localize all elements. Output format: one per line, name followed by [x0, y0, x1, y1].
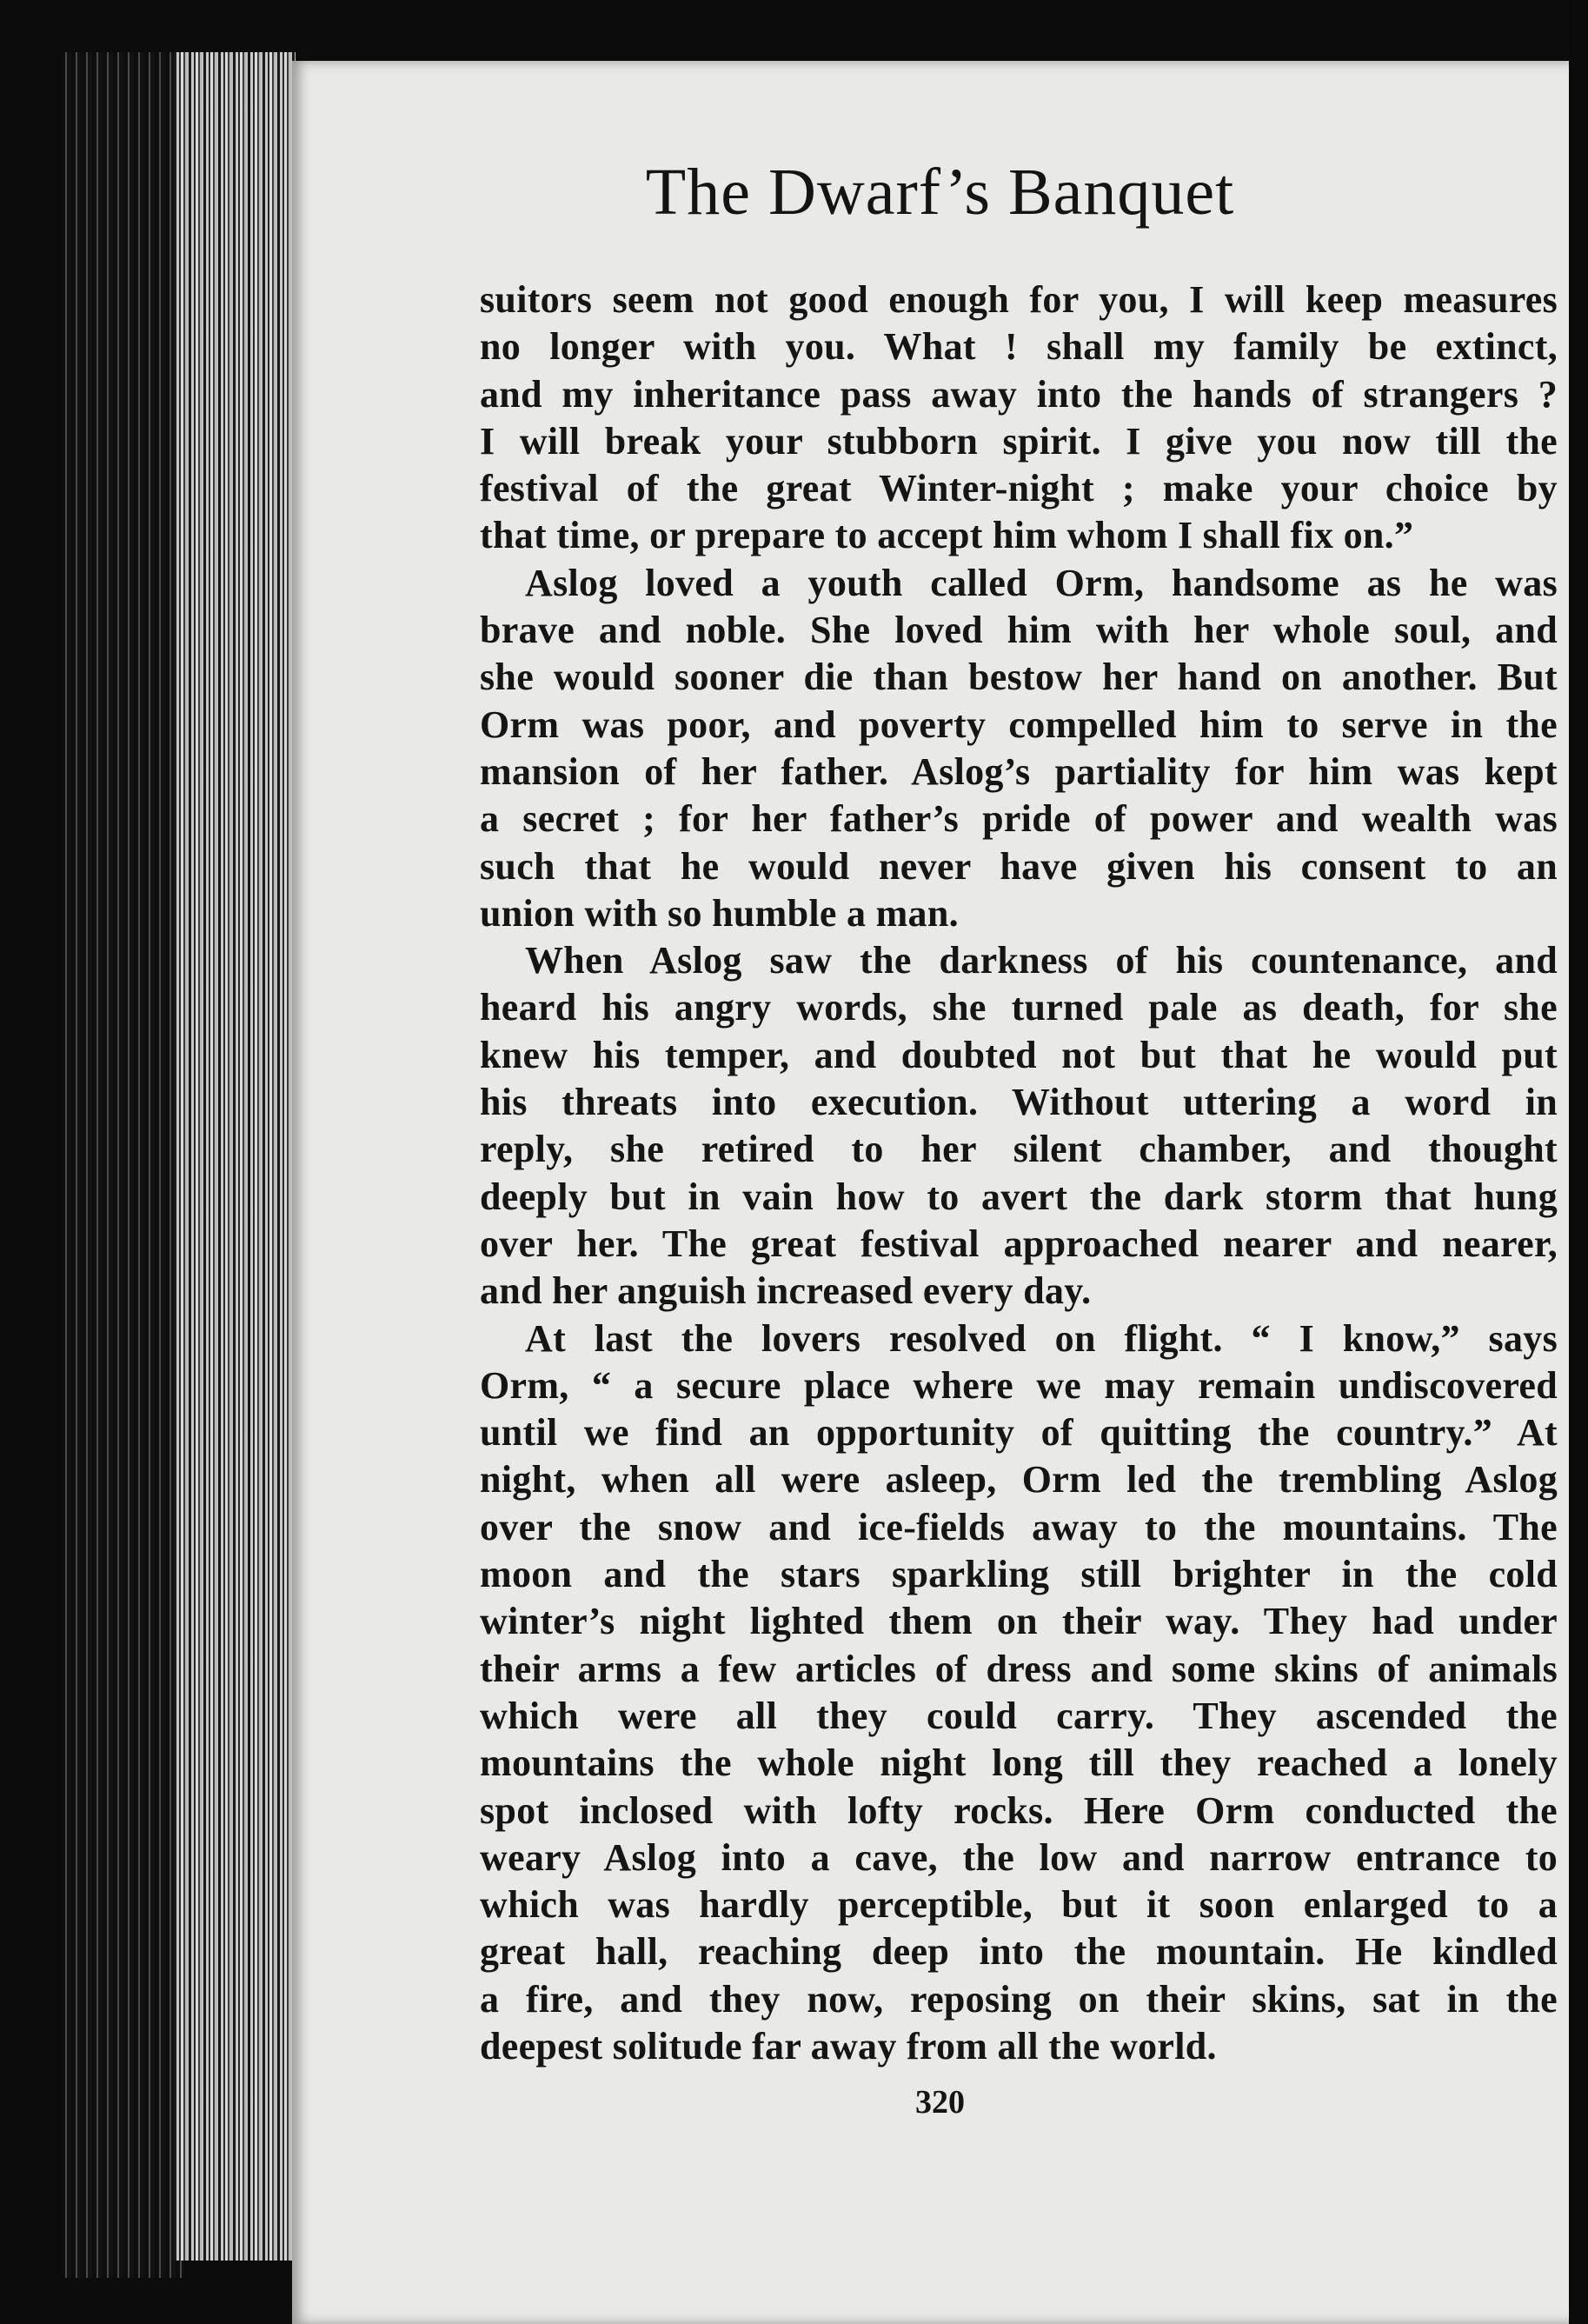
text-line: deepest solitude far away from all the world. [480, 2024, 1217, 2068]
text-line: Orm, “ a secure place where we may remain undiscovered [480, 1363, 1558, 1407]
text-line: over her. The great festival approached nearer and nearer, [480, 1222, 1558, 1265]
text-line: night, when all were asleep, Orm led the trembling Aslog [480, 1458, 1558, 1502]
text-line: suitors seem not good enough for you, I will keep measures [480, 278, 1558, 321]
text-line: I will break your stubborn spirit. I give you now till the [480, 419, 1558, 463]
text-line: a secret ; for her father’s pride of power and wealth was [480, 797, 1558, 841]
text-line: that time, or prepare to accept him whom I shall fix on.” [480, 514, 1414, 557]
text-line: festival of the great Winter-night ; make your choice by [480, 467, 1558, 510]
text-line: spot inclosed with lofty rocks. Here Orm conducted the [480, 1788, 1558, 1832]
text-line: until we find an opportunity of quitting the country.” At [480, 1411, 1558, 1455]
text-line: moon and the stars sparkling still brighter in the cold [480, 1553, 1558, 1596]
text-line: deeply but in vain how to avert the dark storm that hung [480, 1175, 1558, 1218]
text-line: a fire, and they now, reposing on their skins, sat in the [480, 1977, 1558, 2021]
text-line: no longer with you. What ! shall my family be extinct, [480, 325, 1558, 369]
body-text [480, 276, 1558, 2070]
text-line: she would sooner die than bestow her hand on another. But [480, 656, 1558, 699]
page-number: 320 [915, 2084, 965, 2121]
running-head: The Dwarf’s Banquet [645, 156, 1235, 229]
text-line: When Aslog saw the darkness of his countenance, and [525, 939, 1558, 982]
text-line: which were all they could carry. They ascended the [480, 1694, 1558, 1737]
text-line: brave and noble. She loved him with her whole soul, and [480, 609, 1558, 652]
text-line: winter’s night lighted them on their way. They had under [480, 1600, 1558, 1643]
text-line: union with so humble a man. [480, 891, 959, 935]
text-line: mountains the whole night long till they reached a lonely [480, 1741, 1558, 1785]
text-line: great hall, reaching deep into the mountain. He kindled [480, 1930, 1558, 1974]
text-line: Orm was poor, and poverty compelled him to serve in the [480, 703, 1558, 746]
text-line: and her anguish increased every day. [480, 1269, 1092, 1313]
text-line: over the snow and ice-fields away to the mountains. The [480, 1505, 1558, 1548]
text-line: his threats into execution. Without uttering a word in [480, 1081, 1558, 1124]
text-line: their arms a few articles of dress and some skins of animals [480, 1647, 1558, 1690]
text-line: knew his temper, and doubted not but that he would put [480, 1033, 1558, 1076]
text-line: which was hardly perceptible, but it soon enlarged to a [480, 1883, 1558, 1927]
text-line: such that he would never have given his consent to an [480, 844, 1558, 888]
text-line: and my inheritance pass away into the hands of strangers ? [480, 372, 1558, 416]
text-line: Aslog loved a youth called Orm, handsome as he was [525, 561, 1558, 604]
text-line: At last the lovers resolved on flight. “ I know,” says [525, 1316, 1558, 1360]
right-scan-border [1569, 0, 1588, 2324]
page-edges [174, 52, 296, 2261]
text-line: weary Aslog into a cave, the low and narrow entrance to [480, 1835, 1558, 1879]
text-line: heard his angry words, she turned pale as death, for she [480, 986, 1558, 1029]
page-edges-shadow [61, 52, 183, 2278]
text-line: reply, she retired to her silent chamber, and thought [480, 1128, 1558, 1171]
text-line: mansion of her father. Aslog’s partiality for him was kept [480, 749, 1558, 793]
